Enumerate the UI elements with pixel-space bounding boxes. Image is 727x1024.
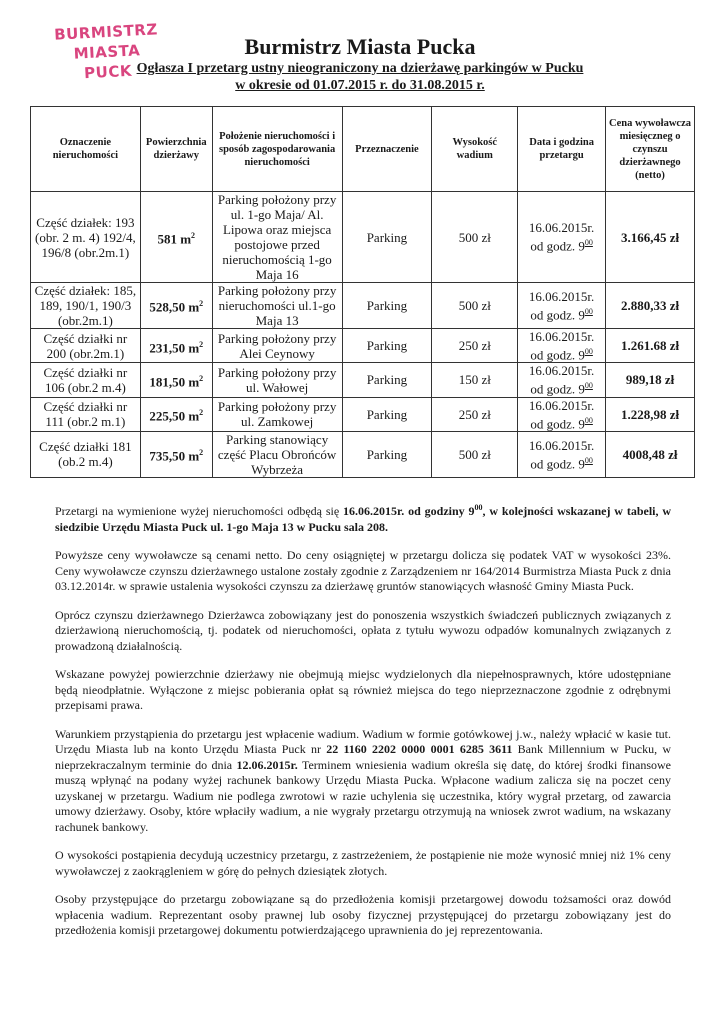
cell-data: 16.06.2015r. od godz. $9^{00}$ bbox=[518, 363, 606, 397]
cell-oznaczenie: Część działek: 185, 189, 190/1, 190/3 (obr.2m.1) bbox=[31, 283, 141, 329]
cell-wadium: 150 zł bbox=[432, 363, 518, 397]
cell-cena: 2.880,33 zł bbox=[606, 283, 695, 329]
cell-cena: 1.228,98 zł bbox=[606, 397, 695, 431]
cell-powierzchnia: 231,50 $m^2$ bbox=[140, 329, 212, 363]
cell-oznaczenie: Część działek: 193 (obr. 2 m. 4) 192/4, 196/8 (obr.2m.1) bbox=[31, 192, 141, 283]
header-wadium: Wysokość wadium bbox=[432, 107, 518, 192]
table-row bbox=[31, 329, 695, 363]
paragraph-obligations: Oprócz czynszu dzierżawnego Dzierżawca zobowiązany jest do ponoszenia wszystkich świadczeń publicznych związanych z dzierżawioną nieruchomością, tj. podatek od nieruchomości, opłata z tytułu wywozu odpadów komunalnych związanych z prowadzoną działalnością. bbox=[55, 607, 671, 653]
stamp-line-2: PUCK bbox=[83, 61, 133, 83]
cell-oznaczenie: Część działki nr 106 (obr.2 m.4) bbox=[31, 363, 141, 397]
cell-przeznaczenie: Parking bbox=[342, 363, 432, 397]
cell-powierzchnia: 528,50 $m^2$ bbox=[140, 283, 212, 329]
lease-table bbox=[30, 106, 695, 478]
header-cena: Cena wywoławcza miesięczneg o czynszu dzierżawnego (netto) bbox=[606, 107, 695, 192]
header-przeznaczenie: Przeznaczenie bbox=[342, 107, 432, 192]
paragraph-disabled-spaces: Wskazane powyżej powierzchnie dzierżawy nie obejmują miejsc wydzielonych dla niepełnosprawnych, które udostępniane będą nieodpłatnie. Wyłączone z miejsc pobierania opłat są również miejsca do tego nieprzeznaczone zgodnie z odrębnymi przepisami prawa. bbox=[55, 667, 671, 712]
header-data: Data i godzina przetargu bbox=[518, 107, 606, 192]
cell-powierzchnia: 181,50 $m^2$ bbox=[140, 363, 212, 397]
cell-przeznaczenie: Parking bbox=[342, 329, 432, 363]
paragraph-deposit: Warunkiem przystąpienia do przetargu jest wpłacenie wadium. Wadium w formie gotówkowej j.w., należy wpłacić w kasie tut. Urzędu Miasta lub na konto Urzędu Miasta Puck nr 22 1160 2202 0000 0001 6285 3611 Bank Millennium w Pucku, w nieprzekraczalnym terminie do dnia 12.06.2015r. Terminem wniesienia wadium określa się datę, do której środki finansowe muszą wpłynąć na podany wyżej rachunek bankowy Urzędu Miasta Pucka. Wpłacone wadium zalicza się na poczet ceny uzyskanej w przetargu. Wadium nie podlega zwrotowi w razie uchylenia się uczestnika, który wygrał przetarg, od zawarcia umowy dzierżawy. Osoby, które wpłaciły wadium, a nie wygrały przetargu otrzymują na wniosek zwrot wadium, na wskazany rachunek bankowy. bbox=[55, 726, 672, 834]
cell-cena: 3.166,45 zł bbox=[606, 192, 695, 283]
cell-oznaczenie: Część działki nr 111 (obr.2 m.1) bbox=[31, 397, 141, 431]
subtitle-line-1: Ogłasza I przetarg ustny nieograniczony na dzierżawę parkingów w Pucku bbox=[136, 61, 584, 76]
cell-polozenie: Parking położony przy nieruchomości ul.1-go Maja 13 bbox=[212, 283, 342, 329]
cell-cena: 1.261.68 zł bbox=[606, 329, 695, 363]
table-row bbox=[31, 431, 695, 477]
cell-polozenie: Parking położony przy Alei Ceynowy bbox=[212, 329, 342, 363]
table-header-row bbox=[31, 107, 695, 192]
header-oznaczenie: Oznaczenie nieruchomości bbox=[31, 107, 141, 192]
cell-powierzchnia: 581 $m^2$ bbox=[140, 192, 212, 283]
cell-oznaczenie: Część działki 181 (ob.2 m.4) bbox=[31, 431, 141, 477]
paragraph-vat: Powyższe ceny wywoławcze są cenami netto. Do ceny osiągniętej w przetargu dolicza się podatek VAT w wysokości 23%. Ceny wywoławcze czynszu dzierżawnego ustalone zostały zgodnie z Zarządzeniem nr 164/2014 Burmistrza Miasta Puck z dnia 03.12.2014r. w sprawie ustalenia wysokości czynszu za dzierżawę gruntów stanowiących własność Gminy Miasta Puck. bbox=[55, 548, 671, 593]
cell-powierzchnia: 225,50 $m^2$ bbox=[140, 397, 212, 431]
cell-polozenie: Parking stanowiący część Placu Obrońców Wybrzeża bbox=[212, 431, 342, 477]
cell-wadium: 250 zł bbox=[432, 329, 518, 363]
table-row bbox=[31, 192, 695, 283]
announcement-body bbox=[55, 500, 671, 952]
table-row bbox=[31, 397, 695, 431]
cell-powierzchnia: 735,50 $m^2$ bbox=[140, 431, 212, 477]
cell-data: 16.06.2015r. od godz. $9^{00}$ bbox=[518, 397, 606, 431]
cell-oznaczenie: Część działki nr 200 (obr.2m.1) bbox=[31, 329, 141, 363]
header-powierzchnia: Powierzchnia dzierżawy bbox=[140, 107, 212, 192]
cell-polozenie: Parking położony przy ul. Wałowej bbox=[212, 363, 342, 397]
table-row bbox=[31, 363, 695, 397]
cell-wadium: 250 zł bbox=[432, 397, 518, 431]
paragraph-auction-date: Przetargi na wymienione wyżej nieruchomości odbędą się 16.06.2015r. od godziny $9^{00}$, w kolejności wskazanej w tabeli, w siedzibie Urzędu Miasta Puck ul. 1-go Maja 13 w Pucku sala 208. bbox=[55, 503, 672, 534]
cell-cena: 4008,48 zł bbox=[606, 431, 695, 477]
cell-cena: 989,18 zł bbox=[606, 363, 695, 397]
cell-polozenie: Parking położony przy ul. 1-go Maja/ Al. Lipowa oraz miejsca postojowe przed nieruchomością 1-go Maja 16 bbox=[212, 192, 342, 283]
cell-przeznaczenie: Parking bbox=[342, 431, 432, 477]
cell-przeznaczenie: Parking bbox=[342, 192, 432, 283]
cell-przeznaczenie: Parking bbox=[342, 397, 432, 431]
cell-wadium: 500 zł bbox=[432, 283, 518, 329]
cell-data: 16.06.2015r. od godz. $9^{00}$ bbox=[518, 283, 606, 329]
subtitle-line-2: w okresie od 01.07.2015 r. do 31.08.2015 r. bbox=[235, 78, 485, 93]
cell-wadium: 500 zł bbox=[432, 192, 518, 283]
page-title: Burmistrz Miasta Pucka bbox=[244, 34, 476, 59]
cell-wadium: 500 zł bbox=[432, 431, 518, 477]
paragraph-identity: Osoby przystępujące do przetargu zobowiązane są do przedłożenia komisji przetargowej dowodu tożsamości oraz dowód wpłacenia wadium. Reprezentant osoby prawnej lub osoby fizycznej przystępującej do przetargu zobowiązany jest do przedłożenia komisji przetargowej dokumentu potwierdzającego uprawnienia do jej reprezentowania. bbox=[55, 892, 671, 937]
cell-data: 16.06.2015r. od godz. $9^{00}$ bbox=[518, 192, 606, 283]
cell-data: 16.06.2015r. od godz. $9^{00}$ bbox=[518, 431, 606, 477]
cell-data: 16.06.2015r. od godz. $9^{00}$ bbox=[518, 329, 606, 363]
document-header bbox=[120, 34, 600, 94]
cell-przeznaczenie: Parking bbox=[342, 283, 432, 329]
paragraph-bid-increment: O wysokości postąpienia decydują uczestnicy przetargu, z zastrzeżeniem, że postąpienie nie może wynosić mniej niż 1% ceny wywoławczej z zaokrągleniem w górę do pełnych dziesiątek złotych. bbox=[55, 848, 671, 878]
stamp-line-1: BURMISTRZ MIASTA bbox=[53, 20, 159, 63]
table-row bbox=[31, 283, 695, 329]
cell-polozenie: Parking położony przy ul. Zamkowej bbox=[212, 397, 342, 431]
header-polozenie: Położenie nieruchomości i sposób zagospodarowania nieruchomości bbox=[212, 107, 342, 192]
